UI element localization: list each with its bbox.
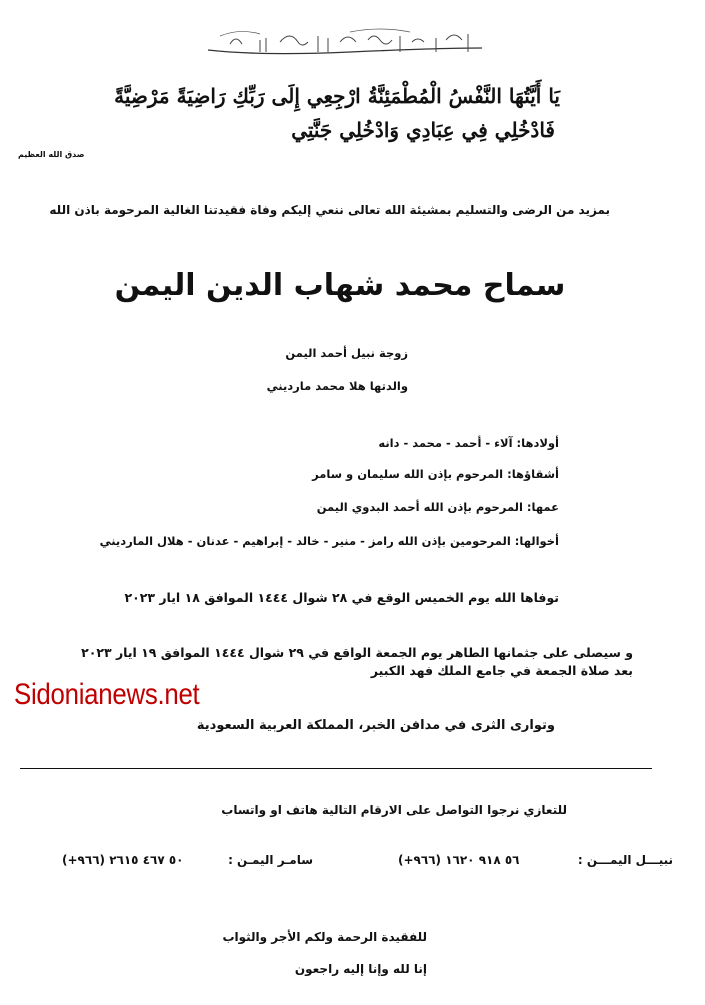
verse-line-1: يَا أَيَّتُهَا النَّفْسُ الْمُطْمَئِنَّةُ ارْجِعِي إِلَى رَبِّكِ رَاضِيَةً مَرْضِيَّةً: [114, 84, 560, 108]
basmala-calligraphy-drawing: [200, 22, 490, 62]
contact-phone-samer[interactable]: (+٩٦٦) ٥٠ ٤٦٧ ٢٦١٥: [62, 853, 184, 867]
death-notice: توفاها الله يوم الخميس الوقع في ٢٨ شوال ١٤٤٤ الموافق ١٨ ايار ٢٠٢٣: [124, 590, 559, 605]
contact-label-nabil: نبيـــل اليمـــن :: [577, 853, 673, 867]
burial-line: وتوارى الثرى في مدافن الخبر، المملكة العربية السعودية: [196, 718, 555, 733]
closing-line-1: للفقيدة الرحمة ولكم الأجر والثواب: [222, 930, 427, 944]
uncle-line: عمها: المرحوم بإذن الله أحمد البدوي اليمن: [316, 500, 559, 514]
verse-attribution: صدق الله العظيم: [18, 150, 85, 159]
mother-line: والدتها هلا محمد مارديني: [266, 379, 408, 393]
basmala-calligraphy: [200, 22, 490, 62]
intro-text: بمزيد من الرضى والتسليم بمشيئة الله تعالى ننعي إليكم وفاة فقيدتنا الغالية المرحومة باذن الله: [49, 203, 610, 217]
verse-line-2: فَادْخُلِي فِي عِبَادِي وَادْخُلِي جَنَّتِي: [291, 118, 555, 142]
contact-label-samer: سامـر اليمـن :: [228, 853, 313, 867]
prayer-line-2: بعد صلاة الجمعة في جامع الملك فهد الكبير: [370, 663, 633, 678]
children-line: أولادها: آلاء - أحمد - محمد - دانه: [378, 436, 559, 450]
condolence-intro: للتعازي نرجوا التواصل على الارقام التالية هاتف او واتساب: [221, 803, 567, 817]
contact-phone-nabil[interactable]: (+٩٦٦) ٥٦ ٩١٨ ١٦٢٠: [398, 853, 520, 867]
maternal-uncles-line: أخوالها: المرحومين بإذن الله رامز - منير - خالد - إبراهيم - عدنان - هلال المارديني: [99, 534, 559, 548]
siblings-line: أشقاؤها: المرحوم بإذن الله سليمان و سامر: [312, 467, 559, 481]
prayer-line-1: و سيصلى على جثمانها الطاهر يوم الجمعة الواقع في ٢٩ شوال ١٤٤٤ الموافق ١٩ ايار ٢٠٢٣: [81, 645, 633, 660]
closing-line-2: إنا لله وإنا إليه راجعون: [294, 962, 427, 976]
divider-line: [20, 768, 652, 769]
husband-line: زوجة نبيل أحمد اليمن: [285, 346, 408, 360]
site-watermark: Sidonianews.net: [14, 678, 200, 711]
deceased-name: سماح محمد شهاب الدين اليمن: [114, 268, 566, 303]
